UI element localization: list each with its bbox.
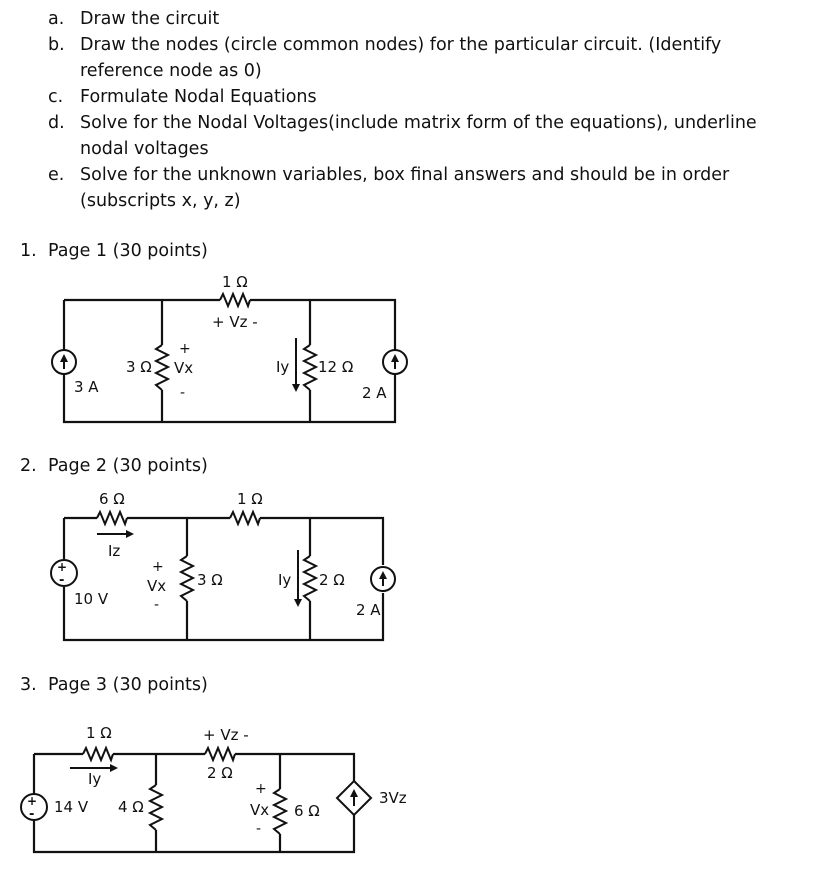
label-vx-plus: + (152, 559, 164, 575)
instruction-text: Draw the circuit (80, 9, 220, 29)
svg-text:-: - (29, 807, 35, 822)
label-r-top: 2 Ω (207, 764, 233, 782)
instruction-letter: a. (48, 9, 65, 29)
problem-title: Page 1 (30 points) (48, 241, 208, 261)
label-dep-src: 3Vz (379, 789, 407, 807)
current-source-2a (383, 350, 407, 374)
resistor-12-ohm (304, 345, 316, 390)
label-vx: Vx (147, 577, 167, 595)
resistor-1-ohm (220, 294, 250, 306)
label-iz: Iz (108, 542, 121, 560)
label-src-left: 14 V (54, 798, 89, 816)
label-vx-minus: - (180, 385, 186, 401)
label-vx: Vx (250, 801, 270, 819)
dependent-current-source (337, 781, 371, 815)
instruction-letter: c. (48, 87, 64, 107)
resistor-6-ohm (274, 789, 286, 834)
resistor-4-ohm (150, 785, 162, 830)
resistor-6-ohm (97, 512, 127, 524)
resistor-3-ohm (156, 345, 168, 390)
label-vx: Vx (174, 359, 194, 377)
circuit-1 (52, 273, 407, 422)
circuit-2 (51, 490, 395, 640)
label-iy: Iy (276, 358, 290, 376)
problem-number: 2. (20, 456, 37, 476)
label-r-mid: 3 Ω (197, 571, 223, 589)
instruction-text: Formulate Nodal Equations (80, 87, 317, 107)
label-vx-minus: - (256, 821, 262, 837)
resistor-2-ohm (304, 556, 316, 601)
resistor-3-ohm (181, 556, 193, 601)
instruction-letter: d. (48, 113, 65, 133)
instruction-text: Solve for the unknown variables, box final answers and should be in order (subscripts x, y, z) (80, 165, 730, 211)
label-iy: Iy (88, 770, 102, 788)
current-source-2a (371, 567, 395, 591)
label-vx-plus: + (255, 781, 267, 797)
instruction-letter: e. (48, 165, 65, 185)
label-src-left: 3 A (74, 378, 99, 396)
label-r-left: 6 Ω (99, 490, 125, 508)
svg-text:-: - (59, 573, 65, 588)
svg-text:+: + (57, 560, 68, 574)
label-r-left: 1 Ω (86, 724, 112, 742)
label-vz: + Vz - (212, 313, 258, 331)
instruction-text: Solve for the Nodal Voltages(include matrix form of the equations), underline nodal voltages (80, 113, 757, 159)
label-r-left: 3 Ω (126, 358, 152, 376)
label-r-right: 12 Ω (318, 358, 354, 376)
label-src-right: 2 A (362, 384, 387, 402)
label-r-top: 1 Ω (222, 273, 248, 291)
problem-title: Page 3 (30 points) (48, 675, 208, 695)
label-src-right: 2 A (356, 601, 381, 619)
label-r-right: 2 Ω (319, 571, 345, 589)
resistor-1-ohm (83, 748, 113, 760)
instruction-letter: b. (48, 35, 65, 55)
label-iy: Iy (278, 571, 292, 589)
resistor-1-ohm (230, 512, 260, 524)
label-r-right: 6 Ω (294, 802, 320, 820)
svg-text:+: + (27, 794, 38, 808)
voltage-source-14v (21, 794, 47, 822)
instruction-text: Draw the nodes (circle common nodes) for the particular circuit. (Identify reference node as 0) (80, 35, 722, 81)
label-vx-minus: - (154, 597, 160, 613)
label-vz: + Vz - (203, 726, 249, 744)
resistor-2-ohm (205, 748, 235, 760)
label-r-mid: 4 Ω (118, 798, 144, 816)
problem-number: 3. (20, 675, 37, 695)
label-vx-plus: + (179, 341, 191, 357)
voltage-source-10v (51, 560, 77, 588)
label-src-left: 10 V (74, 590, 109, 608)
label-r-top: 1 Ω (237, 490, 263, 508)
problem-number: 1. (20, 241, 37, 261)
circuit-3 (21, 724, 407, 852)
problem-title: Page 2 (30 points) (48, 456, 208, 476)
current-source-3a (52, 350, 76, 374)
